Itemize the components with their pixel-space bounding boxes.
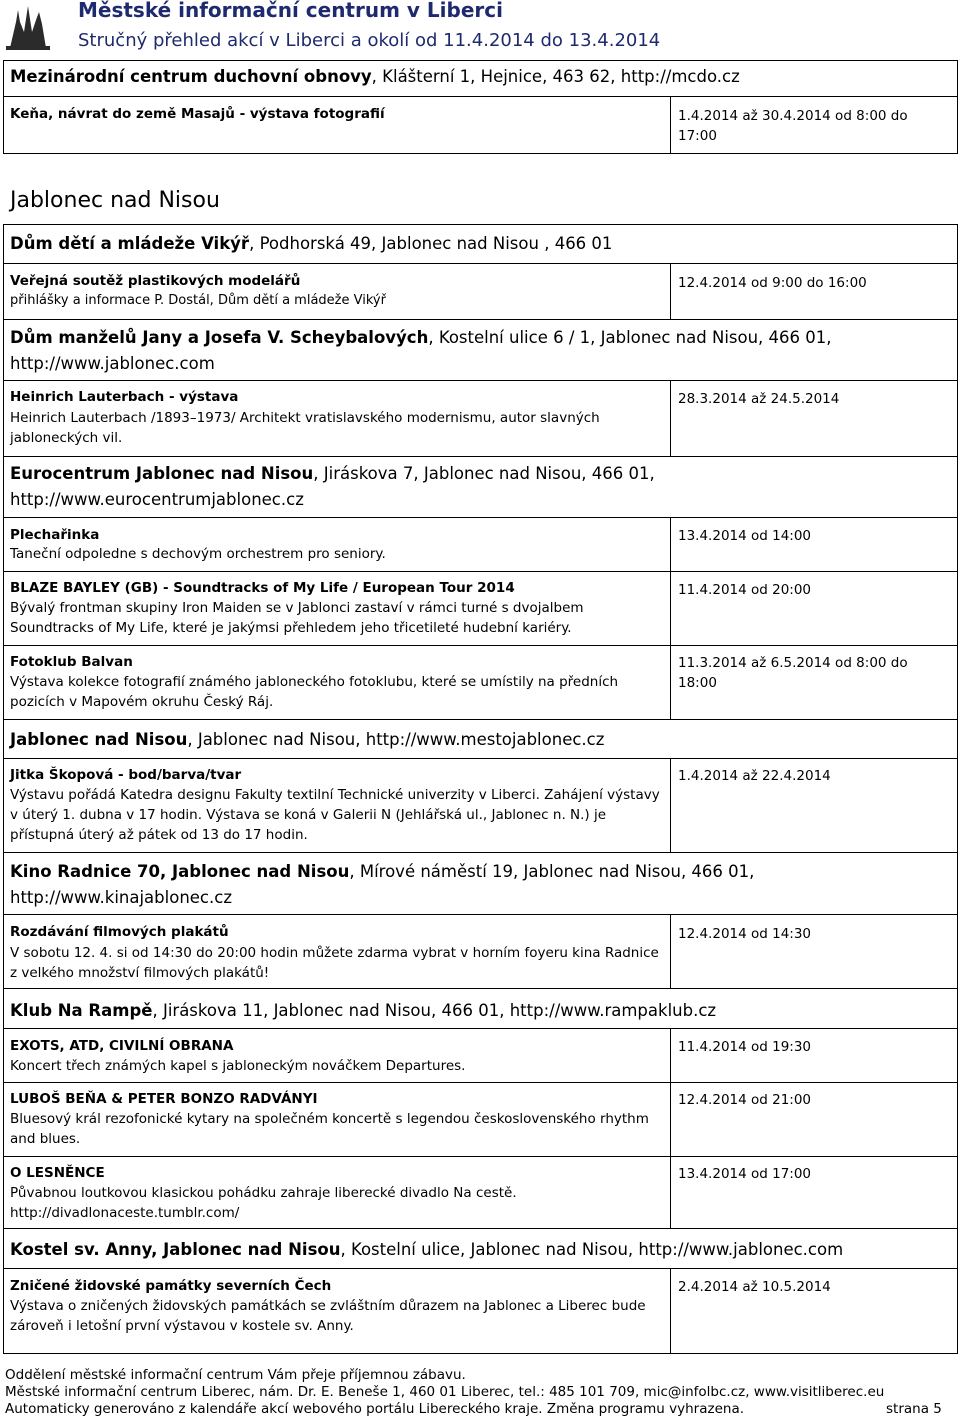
event-title: O LESNĚNCE — [10, 1165, 105, 1181]
page-header — [0, 0, 960, 60]
event-description: Bývalý frontman skupiny Iron Maiden se v Jablonci zastaví v rámci turné s dvojalbem Soundtracks of My Life, které je jakýmsi přehledem jeho třicetileté hudební kariéry. — [10, 600, 584, 636]
event-date: 12.4.2014 od 14:30 — [678, 926, 812, 942]
event-description: V sobotu 12. 4. si od 14:30 do 20:00 hodin můžete zdarma vybrat v horním foyeru kina Radnice z velkého množství filmových plakátů! — [10, 945, 659, 981]
event-title: LUBOŠ BEŇA & PETER BONZO RADVÁNYI — [10, 1091, 318, 1107]
event-description: Heinrich Lauterbach /1893–1973/ Architekt vratislavského modernismu, autor slavných jabloneckých vil. — [10, 410, 600, 446]
event-description: Bluesový král rezofonické kytary na společném koncertě s legendou československého rhythm and blues. — [10, 1111, 649, 1147]
event-description: Půvabnou loutkovou klasickou pohádku zahraje liberecké divadlo Na cestě. http://divadlonaceste.tumblr.com/ — [10, 1185, 517, 1221]
event-date: 11.3.2014 až 6.5.2014 od 8:00 do 18:00 — [678, 655, 908, 691]
venue-heading: Kino Radnice 70, Jablonec nad Nisou, Mírové náměstí 19, Jablonec nad Nisou, 466 01, http://www.kinajablonec.cz — [10, 862, 755, 907]
event-description: Výstava o zničených židovských památkách se zvláštním důrazem na Jablonec a Liberec bude zároveň i letošní první výstavou v kostele sv. Anny. — [10, 1298, 646, 1334]
event-date: 12.4.2014 od 9:00 do 16:00 — [678, 275, 867, 291]
page-number: strana 5 — [886, 1401, 942, 1417]
event-date: 2.4.2014 až 10.5.2014 — [678, 1279, 831, 1295]
event-date: 1.4.2014 až 22.4.2014 — [678, 768, 831, 784]
venue-heading: Kostel sv. Anny, Jablonec nad Nisou, Kostelní ulice, Jablonec nad Nisou, http://www.jablonec.com — [10, 1240, 844, 1259]
venue-heading: Dům dětí a mládeže Vikýř, Podhorská 49, Jablonec nad Nisou , 466 01 — [10, 234, 613, 253]
event-title: BLAZE BAYLEY (GB) - Soundtracks of My Life / European Tour 2014 — [10, 580, 515, 596]
event-date: 11.4.2014 od 19:30 — [678, 1039, 812, 1055]
event-title: Zničené židovské památky severních Čech — [10, 1278, 332, 1294]
event-description: Výstava kolekce fotografií známého jabloneckého fotoklubu, které se umístily na předních pozicích v Mapovém okruhu Český Ráj. — [10, 674, 619, 710]
event-title: Jitka Škopová - bod/barva/tvar — [10, 767, 242, 783]
venue-heading: Mezinárodní centrum duchovní obnovy, Klášterní 1, Hejnice, 463 62, http://mcdo.cz — [10, 67, 740, 86]
event-description: Výstavu pořádá Katedra designu Fakulty textilní Technické univerzity v Liberci. Zahájení výstavy v úterý 1. dubna v 17 hodin. Výstava se koná v Galerii N (Jehlářská ul., Jablonec n. N.) je přístupná úterý až pátek od 13 do 17 hodin. — [10, 787, 660, 843]
event-date: 13.4.2014 od 14:00 — [678, 528, 812, 544]
venue-heading: Klub Na Rampě, Jiráskova 11, Jablonec nad Nisou, 466 01, http://www.rampaklub.cz — [10, 1001, 717, 1020]
footer-contact: Městské informační centrum Liberec, nám. Dr. E. Beneše 1, 460 01 Liberec, tel.: 485 101 709, mic@infolbc.cz, www.visitliberec.eu — [5, 1384, 885, 1400]
footer-note: Automaticky generováno z kalendáře akcí webového portálu Libereckého kraje. Změna programu vyhrazena. — [5, 1401, 745, 1417]
event-date: 12.4.2014 od 21:00 — [678, 1092, 812, 1108]
event-description: Taneční odpoledne s dechovým orchestrem pro seniory. — [10, 546, 386, 562]
event-description: přihlášky a informace P. Dostál, Dům dětí a mládeže Vikýř — [10, 293, 386, 308]
event-title: Plechařinka — [10, 527, 100, 543]
event-date: 1.4.2014 až 30.4.2014 od 8:00 do 17:00 — [678, 108, 908, 144]
city-logo-icon — [6, 2, 50, 50]
event-title: Rozdávání filmových plakátů — [10, 924, 229, 940]
page-title: Městské informační centrum v Liberci — [78, 0, 503, 22]
city-heading: Jablonec nad Nisou — [10, 188, 220, 213]
venue-heading: Jablonec nad Nisou, Jablonec nad Nisou, http://www.mestojablonec.cz — [10, 730, 605, 749]
event-title: Veřejná soutěž plastikových modelářů — [10, 273, 301, 289]
event-date: 28.3.2014 až 24.5.2014 — [678, 391, 840, 407]
event-title: Fotoklub Balvan — [10, 654, 133, 670]
event-title: Heinrich Lauterbach - výstava — [10, 389, 239, 405]
venue-heading: Dům manželů Jany a Josefa V. Scheybalových, Kostelní ulice 6 / 1, Jablonec nad Nisou, 466 01, http://www.jablonec.com — [10, 328, 832, 373]
event-date: 13.4.2014 od 17:00 — [678, 1166, 812, 1182]
event-description: Koncert třech známých kapel s jabloneckým nováčkem Departures. — [10, 1058, 466, 1074]
event-date: 11.4.2014 od 20:00 — [678, 582, 812, 598]
venue-heading: Eurocentrum Jablonec nad Nisou, Jiráskova 7, Jablonec nad Nisou, 466 01, http://www.eurocentrumjablonec.cz — [10, 464, 655, 509]
footer-greeting: Oddělení městské informační centrum Vám přeje příjemnou zábavu. — [5, 1367, 466, 1383]
event-title: EXOTS, ATD, CIVILNÍ OBRANA — [10, 1038, 234, 1054]
event-title: Keňa, návrat do země Masajů - výstava fotografií — [10, 106, 385, 122]
page-subtitle: Stručný přehled akcí v Liberci a okolí od 11.4.2014 do 13.4.2014 — [78, 30, 661, 51]
